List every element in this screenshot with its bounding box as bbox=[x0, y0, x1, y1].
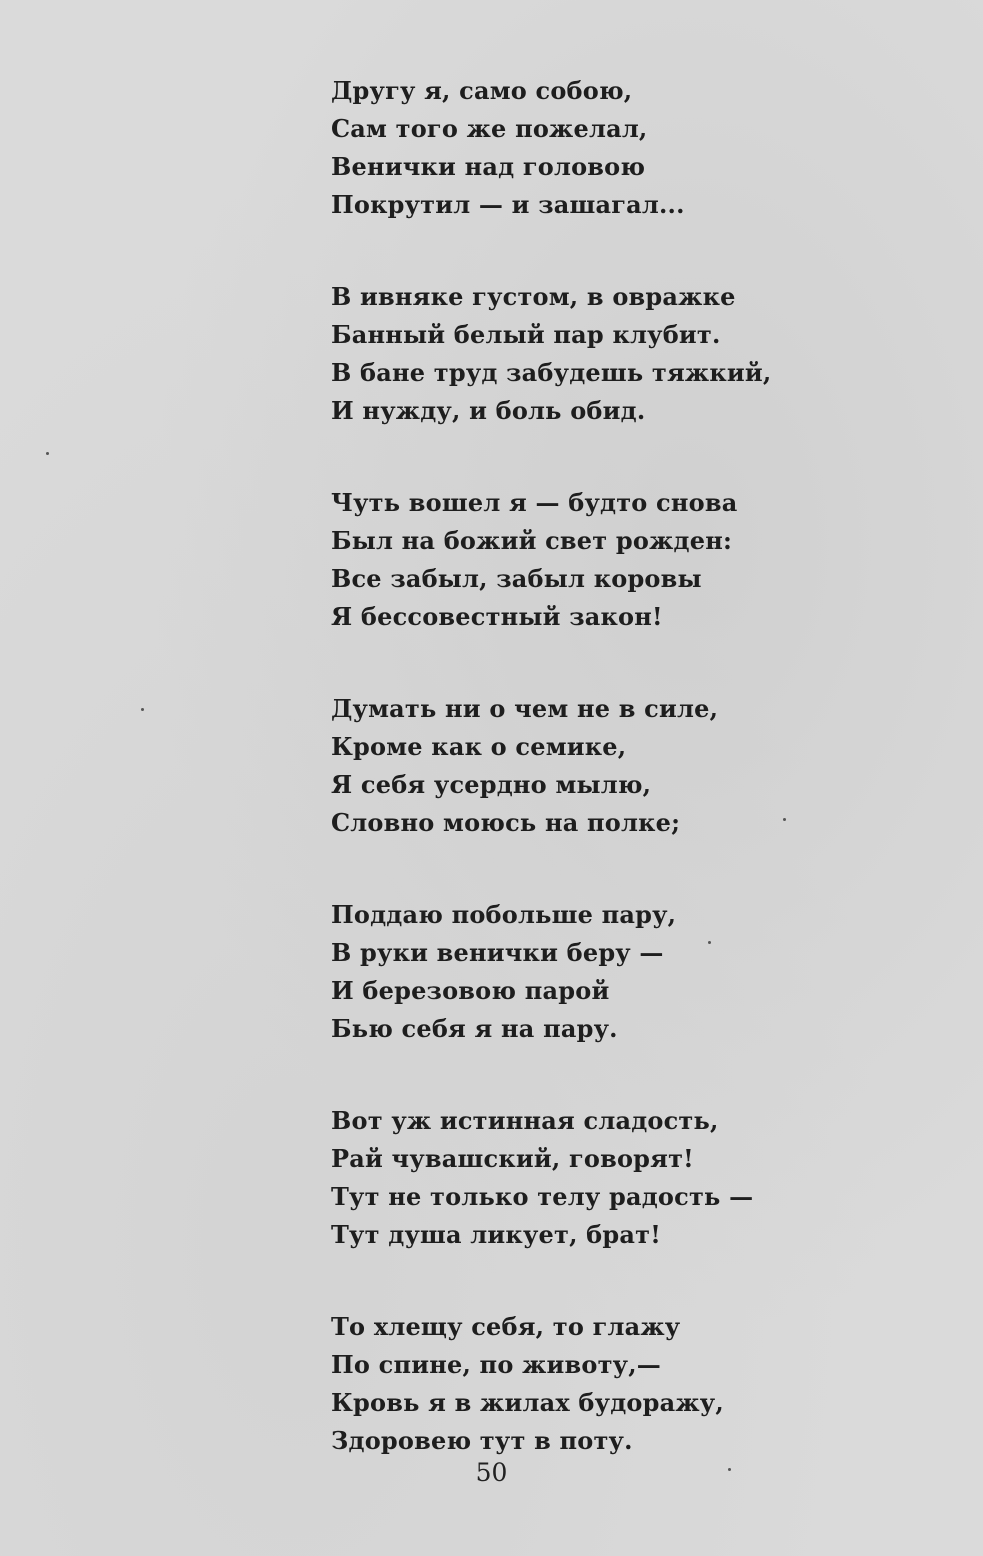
poem-line: Чуть вошел я — будто снова bbox=[331, 488, 738, 517]
poem-line: Бью себя я на пару. bbox=[331, 1014, 618, 1043]
poem-line: Рай чувашский, говорят! bbox=[331, 1144, 694, 1173]
poem-line: Венички над головою bbox=[331, 152, 646, 181]
page-number: 50 bbox=[475, 1458, 508, 1487]
poem-line: В ивняке густом, в овражке bbox=[331, 282, 736, 311]
stanza bbox=[331, 896, 891, 1048]
paper-speck bbox=[783, 818, 786, 821]
poem-line: Вот уж истинная сладость, bbox=[331, 1106, 719, 1135]
stanza bbox=[331, 72, 891, 224]
poem-line: В бане труд забудешь тяжкий, bbox=[331, 358, 772, 387]
poem-line: Тут душа ликует, брат! bbox=[331, 1220, 661, 1249]
stanza bbox=[331, 690, 891, 842]
poem-line: Я бессовестный закон! bbox=[331, 602, 663, 631]
stanza bbox=[331, 484, 891, 636]
poem-line: По спине, по животу,— bbox=[331, 1350, 661, 1379]
poem-line: Все забыл, забыл коровы bbox=[331, 564, 702, 593]
poem-line: Думать ни о чем не в силе, bbox=[331, 694, 719, 723]
poem-line: Здоровею тут в поту. bbox=[331, 1426, 633, 1455]
poem-line: Был на божий свет рожден: bbox=[331, 526, 733, 555]
poem-line: И березовою парой bbox=[331, 976, 610, 1005]
poem-line: И нужду, и боль обид. bbox=[331, 396, 646, 425]
stanza bbox=[331, 1102, 891, 1254]
poem-line: Поддаю побольше пару, bbox=[331, 900, 677, 929]
poem-line: Покрутил — и зашагал... bbox=[331, 190, 685, 219]
paper-speck bbox=[46, 452, 49, 455]
poem-line: Тут не только телу радость — bbox=[331, 1182, 754, 1211]
poem-line: Словно моюсь на полке; bbox=[331, 808, 681, 837]
paper-speck bbox=[728, 1468, 731, 1471]
poem-line: Я себя усердно мылю, bbox=[331, 770, 652, 799]
poem-line: Кровь я в жилах будоражу, bbox=[331, 1388, 724, 1417]
poem-line: Другу я, само собою, bbox=[331, 76, 633, 105]
paper-speck bbox=[141, 708, 144, 711]
poem-line: То хлещу себя, то глажу bbox=[331, 1312, 681, 1341]
poem-line: Банный белый пар клубит. bbox=[331, 320, 721, 349]
poem-line: В руки венички беру — bbox=[331, 938, 664, 967]
poem-line: Сам того же пожелал, bbox=[331, 114, 648, 143]
poem bbox=[331, 72, 891, 1514]
stanza bbox=[331, 1308, 891, 1460]
stanza bbox=[331, 278, 891, 430]
poem-line: Кроме как о семике, bbox=[331, 732, 627, 761]
paper-speck bbox=[708, 941, 711, 944]
